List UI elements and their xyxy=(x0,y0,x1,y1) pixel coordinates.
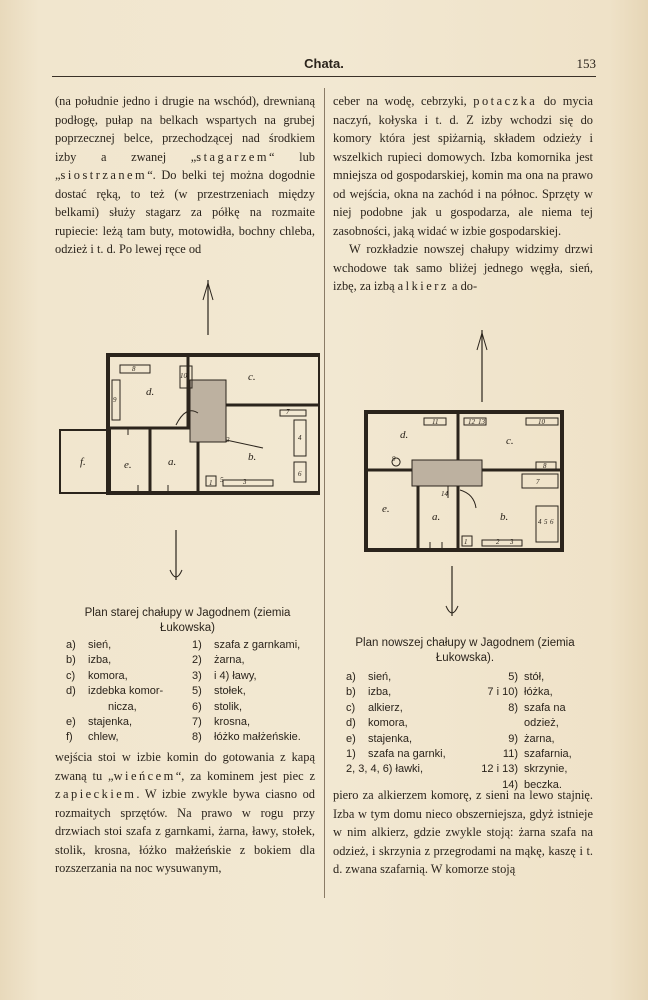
legend-item: d) komora, xyxy=(346,717,408,730)
room-label-d: d. xyxy=(400,429,409,441)
furniture-number-8: 8 xyxy=(132,365,136,373)
legend-item: 14) beczka. xyxy=(502,778,562,791)
room-label-e: e. xyxy=(124,459,132,471)
furniture-number-13: 13 xyxy=(478,418,485,426)
legend-item: a) sień, xyxy=(66,639,112,651)
furniture-number-7: 7 xyxy=(286,408,290,416)
new-plan-legend-rooms xyxy=(346,670,474,778)
right-column-bottom-text: piero za alkierzem komorę, z sieni na lewo stajnię. Izba w tym domu nieco obszerniejsza, gdyż istnieje w nim alkierz, gdzie zwykle stoją: żarna szafa na odzież, i skrzynia z przegrodami na mąkę, kaszę i t. d. zwana szafarnią. W komorze stoją xyxy=(333,788,593,876)
furniture-number-5: 5 xyxy=(544,518,548,526)
legend-item: 7) krosna, xyxy=(192,716,251,729)
furniture-number-5: 5 xyxy=(220,476,224,484)
page-title: Chata. xyxy=(304,56,344,71)
left-column-top-text: (na południe jedno i drugie na wschód), drewnianą podłogę, pułap na belkach wspartych na grubej poprzecznej belce, przechodzącej nad środkiem izby a zwanej „stagarzem“ lub „siostrzanem“. Do belki tej można dogodnie dostać ręką, to też (w przestrzeniach między belkami) służy stagarz za półkę na rozmaite rupiecie: leżą tam buty, motowidła, bochny chleba, odzież i t. d. Po lewej ręce od xyxy=(55,94,315,256)
furniture-number-3: 3 xyxy=(243,478,247,486)
left-column-bottom-text: wejścia stoi w izbie komin do gotowania z kapą zwaną tu „wieńcem“, za kominem jest piec z zapieckiem. W izbie zwykle bywa ciasno od rozmaitych sprzętów. Na prawo w rogu przy drzwiach stoi szafa z garnkami, żarna, ławy, stołek, stolik, krosna, łóżko małżeńskie z bokiem dla rozszerzania na noc wysuwanym, xyxy=(55,750,315,875)
legend-item: 7 i 10) łóżka, xyxy=(487,686,553,699)
legend-item: 1) szafa na garnki, xyxy=(346,748,446,761)
legend-item: b) izba, xyxy=(346,686,392,699)
furniture-number-6: 6 xyxy=(550,518,554,526)
old-plan-legend-furniture xyxy=(192,638,320,746)
term-alkierz: alkierz xyxy=(397,279,449,293)
room-label-f: f. xyxy=(80,456,86,468)
term-zapiecek: zapieckiem xyxy=(55,787,137,801)
furniture-number-3: 3 xyxy=(510,538,514,546)
furniture-number-14: 14 xyxy=(441,490,448,498)
legend-item: 11) szafarnia, xyxy=(502,748,572,761)
furniture-number-8: 8 xyxy=(543,462,547,470)
new-plan-legend-furniture xyxy=(476,670,592,793)
legend-item: 8) łóżko małżeńskie. xyxy=(192,731,301,744)
legend-item: c) komora, xyxy=(66,669,128,682)
legend-item: e) stajenka, xyxy=(346,732,413,745)
room-label-a: a. xyxy=(168,456,177,468)
header-rule xyxy=(52,76,596,77)
page-number: 153 xyxy=(576,56,596,71)
furniture-number-10: 10 xyxy=(180,372,187,380)
old-cottage-plan xyxy=(58,280,320,600)
legend-item: 5) stół, xyxy=(508,671,545,683)
legend-item: f) chlew, xyxy=(66,731,119,744)
room-label-b: b. xyxy=(500,511,509,523)
legend-item: 6) stolik, xyxy=(192,700,243,713)
furniture-number-10: 10 xyxy=(538,418,545,426)
furniture-number-4: 4 xyxy=(298,434,302,442)
furniture-number-2: 2 xyxy=(226,436,230,444)
legend-item: 12 i 13) skrzynie, xyxy=(481,763,568,776)
column-divider xyxy=(324,88,325,898)
furniture-number-2: 2 xyxy=(496,538,500,546)
legend-item: d) izdebka komor- xyxy=(66,685,164,698)
room-label-e: e. xyxy=(382,503,390,515)
legend-item: 1) szafa z garnkami, xyxy=(192,639,301,651)
furniture-number-9: 9 xyxy=(392,455,396,463)
old-plan-caption: Plan starej chałupy w Jagodnem (ziemia Łukowska) xyxy=(84,607,291,634)
legend-item: a) sień, xyxy=(346,671,392,683)
legend-item: 2, 3, 4, 6) ławki, xyxy=(346,763,424,776)
furniture-number-9: 9 xyxy=(113,396,117,404)
room-label-c: c. xyxy=(248,371,256,383)
legend-item: 3) i 4) ławy, xyxy=(192,669,257,682)
legend-item: nicza, xyxy=(108,700,137,713)
legend-item: 5) stołek, xyxy=(192,685,246,698)
term-potaczka: potaczka xyxy=(473,94,538,108)
furniture-number-11: 11 xyxy=(432,418,439,426)
term-stagarz: stagarzem xyxy=(196,149,270,164)
right-column-top-text: ceber na wodę, cebrzyki, potaczka do mycia naczyń, kołyska i t. d. Z izby wchodzi się do komory która jest spiżarnią, składem odzieży i wszelkich rupieci domowych. Izba komornika jest mniejsza od gospodarskiej, komin ma ona na prawo od wejścia, okna na zachód i na północ. Sprzęty w niej podobne jak u gospodarza, ale niema tej zasobności, jaką widać w izbie gospodarskiej. W rozkładzie nowszej chałupy widzimy drzwi wchodowe tak samo bliżej jednego węgła, sień, izbę, za izbą alkierz a do- xyxy=(333,94,593,293)
running-header xyxy=(52,56,596,74)
room-label-d: d. xyxy=(146,386,155,398)
room-label-c: c. xyxy=(506,435,514,447)
furniture-number-7: 7 xyxy=(536,478,540,486)
furniture-number-1: 1 xyxy=(464,538,468,546)
furniture-number-4: 4 xyxy=(538,518,542,526)
legend-item: 2) żarna, xyxy=(192,654,245,667)
new-cottage-plan xyxy=(340,330,580,630)
new-plan-caption: Plan nowszej chałupy w Jagodnem (ziemia Łukowska). xyxy=(355,637,575,664)
legend-item: 9) żarna, xyxy=(508,732,555,745)
furniture-number-12: 12 xyxy=(468,418,475,426)
legend-item: e) stajenka, xyxy=(66,716,133,729)
old-plan-legend-rooms xyxy=(66,638,186,746)
furniture-number-1: 1 xyxy=(209,479,213,487)
room-label-a: a. xyxy=(432,511,441,523)
furniture-number-6: 6 xyxy=(298,470,302,478)
room-label-b: b. xyxy=(248,451,257,463)
term-siostrzan: siostrzanem xyxy=(60,168,148,182)
legend-item: 8) szafa na odzież, xyxy=(508,701,566,730)
legend-item: b) izba, xyxy=(66,654,112,667)
legend-item: c) alkierz, xyxy=(346,701,403,714)
term-wieniec: wieńcem xyxy=(113,768,176,783)
